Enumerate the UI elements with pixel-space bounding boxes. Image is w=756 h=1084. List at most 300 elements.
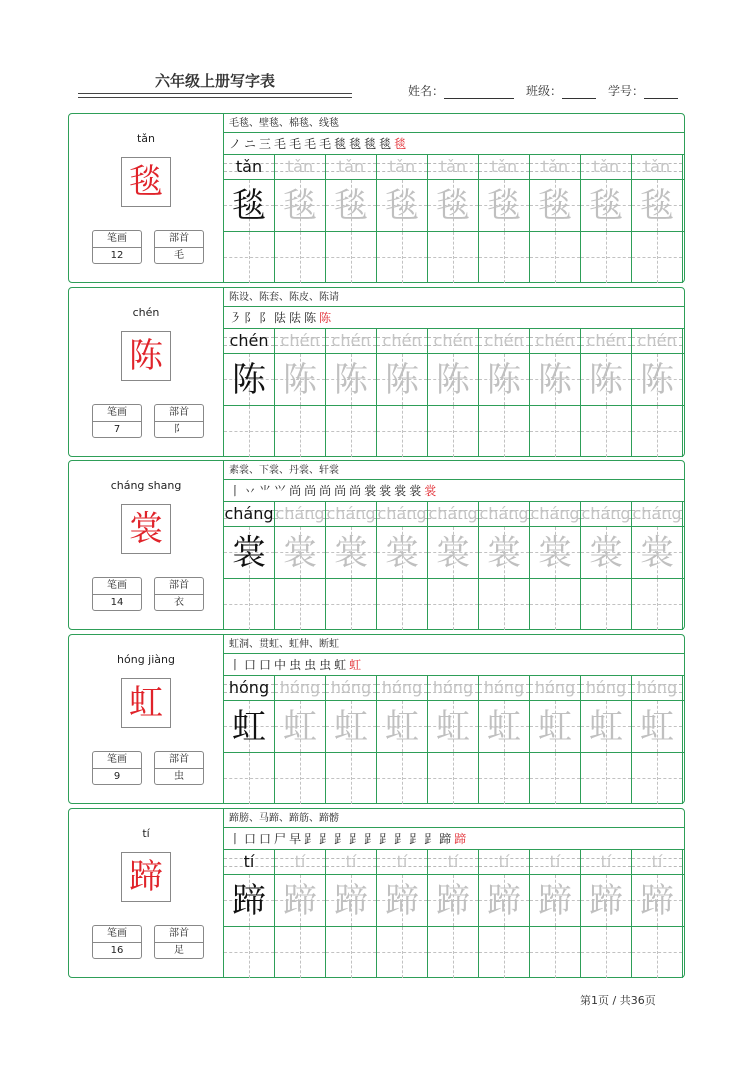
tracing-cell[interactable]	[581, 527, 632, 578]
character-trace: 陈	[283, 359, 317, 400]
character-trace: 蹄	[334, 880, 368, 921]
tracing-cell[interactable]	[632, 180, 683, 231]
tracing-cell[interactable]	[428, 180, 479, 231]
page-title: 六年级上册写字表	[154, 72, 275, 90]
stroke-step: 蹄	[439, 832, 452, 846]
stroke-step: 𧾷	[424, 832, 437, 846]
character-trace: 陈	[334, 359, 368, 400]
pinyin-cell[interactable]	[428, 329, 479, 353]
blank-writing-cell[interactable]	[479, 232, 530, 283]
name-blank[interactable]	[444, 86, 514, 99]
page-number: 第1页 / 共36页	[580, 994, 656, 1007]
tracing-cell[interactable]	[479, 701, 530, 752]
pinyin-cell[interactable]	[224, 502, 275, 526]
character-trace: 陈	[487, 359, 521, 400]
blank-writing-cell[interactable]	[632, 406, 683, 457]
blank-writing-cell[interactable]	[479, 927, 530, 978]
stroke-step: 丨	[229, 658, 242, 672]
stroke-step: 裳	[394, 484, 407, 498]
student-no-label: 学号：	[608, 84, 645, 98]
blank-writing-cell[interactable]	[224, 232, 275, 283]
pinyin-cell[interactable]	[428, 850, 479, 874]
stroke-step: 毛	[304, 137, 317, 151]
stroke-step: ノ	[229, 137, 242, 151]
blank-writing-cell[interactable]	[632, 927, 683, 978]
stroke-step: 𧾷	[319, 832, 332, 846]
class-blank[interactable]	[562, 86, 596, 99]
blank-writing-cell[interactable]	[581, 753, 632, 804]
student-no-field[interactable]	[608, 82, 678, 99]
stroke-step: 阹	[274, 311, 287, 325]
pinyin-cell[interactable]	[326, 850, 377, 874]
pinyin-cell[interactable]	[581, 676, 632, 700]
tracing-cell[interactable]	[326, 701, 377, 752]
pinyin-cell[interactable]	[581, 329, 632, 353]
stroke-step: 𧾷	[394, 832, 407, 846]
row-divider	[224, 578, 685, 579]
character-info-panel	[69, 288, 224, 456]
character-trace: 蹄	[436, 880, 470, 921]
tracing-cell[interactable]	[479, 527, 530, 578]
blank-writing-cell[interactable]	[581, 927, 632, 978]
tracing-cell[interactable]	[581, 875, 632, 926]
stroke-count-box	[92, 404, 142, 438]
pinyin-trace: cháng	[581, 504, 631, 523]
stroke-step: ⺍	[274, 484, 287, 498]
stroke-step: 裳	[364, 484, 377, 498]
pinyin-trace: tí	[243, 852, 255, 871]
pinyin-cell[interactable]	[326, 676, 377, 700]
tracing-cell[interactable]	[530, 354, 581, 405]
tracing-cell[interactable]	[326, 354, 377, 405]
example-words: 陈设、陈套、陈皮、陈请	[224, 288, 685, 307]
pinyin-cell[interactable]	[275, 850, 326, 874]
pinyin-trace: tǎn	[490, 157, 518, 176]
stroke-count-value: 12	[110, 250, 124, 261]
practice-grid	[224, 676, 685, 804]
blank-writing-cell[interactable]	[530, 232, 581, 283]
name-field[interactable]	[408, 82, 514, 99]
blank-writing-cell[interactable]	[581, 406, 632, 457]
pinyin-trace: cháng	[377, 504, 427, 523]
pinyin-trace: chén	[535, 331, 575, 350]
character-trace: 陈	[436, 359, 470, 400]
radical-value: 虫	[174, 771, 184, 782]
pinyin-cell[interactable]	[632, 502, 683, 526]
radical-box	[154, 230, 204, 264]
pinyin-trace: hóng	[279, 678, 321, 697]
tracing-cell[interactable]	[377, 701, 428, 752]
example-words: 蹄膀、马蹄、蹄筋、蹄髈	[224, 809, 685, 828]
example-words: 素裳、下裳、丹裳、轩裳	[224, 461, 685, 480]
tracing-cell[interactable]	[377, 875, 428, 926]
pinyin-trace: chén	[382, 331, 422, 350]
pinyin-cell[interactable]	[479, 676, 530, 700]
stroke-step: 毯	[349, 137, 362, 151]
blank-writing-cell[interactable]	[377, 927, 428, 978]
stroke-count-label: 笔画	[93, 752, 141, 769]
tracing-cell[interactable]	[530, 701, 581, 752]
character-trace: 虹	[589, 706, 623, 747]
blank-writing-cell[interactable]	[479, 579, 530, 630]
stroke-step: 毛	[319, 137, 332, 151]
tracing-cell[interactable]	[224, 180, 275, 231]
character-trace: 裳	[487, 532, 521, 573]
pinyin-trace: hóng	[483, 678, 525, 697]
stroke-step: 丷	[244, 484, 257, 498]
character-card	[68, 287, 685, 457]
stroke-order	[224, 828, 685, 850]
character-trace: 裳	[334, 532, 368, 573]
character-display: 虹	[121, 678, 171, 728]
pinyin-trace: tí	[498, 852, 510, 871]
tracing-cell[interactable]	[275, 701, 326, 752]
character-trace: 蹄	[232, 880, 266, 921]
character-trace: 毯	[538, 185, 572, 226]
tracing-cell[interactable]	[224, 354, 275, 405]
character-trace: 毯	[487, 185, 521, 226]
pinyin-trace: cháng	[479, 504, 529, 523]
character-trace: 裳	[589, 532, 623, 573]
tracing-cell[interactable]	[479, 354, 530, 405]
stroke-step: 虫	[289, 658, 302, 672]
student-no-blank[interactable]	[644, 86, 678, 99]
character-card	[68, 460, 685, 630]
stroke-step: 阹	[289, 311, 302, 325]
pinyin-cell[interactable]	[326, 155, 377, 179]
pinyin-trace: hóng	[585, 678, 627, 697]
tracing-cell[interactable]	[377, 354, 428, 405]
tracing-cell[interactable]	[530, 875, 581, 926]
pinyin-cell[interactable]	[479, 850, 530, 874]
practice-grid	[224, 329, 685, 457]
character-trace: 蹄	[487, 880, 521, 921]
radical-label: 部首	[155, 405, 203, 422]
pinyin-cell[interactable]	[632, 155, 683, 179]
pinyin-cell[interactable]	[632, 676, 683, 700]
character-trace: 蹄	[385, 880, 419, 921]
pinyin-trace: chén	[433, 331, 473, 350]
pinyin-cell[interactable]	[479, 155, 530, 179]
character-display: 陈	[121, 331, 171, 381]
blank-writing-cell[interactable]	[530, 927, 581, 978]
pinyin-cell[interactable]	[479, 329, 530, 353]
stroke-step: 陈	[304, 311, 317, 325]
tracing-cell[interactable]	[224, 527, 275, 578]
radical-label: 部首	[155, 578, 203, 595]
stroke-step: 丨	[229, 832, 242, 846]
character-info-panel	[69, 114, 224, 282]
stroke-step: 虹	[349, 658, 362, 672]
tracing-cell[interactable]	[632, 701, 683, 752]
radical-box	[154, 751, 204, 785]
character-display: 毯	[121, 157, 171, 207]
pinyin-cell[interactable]	[377, 329, 428, 353]
blank-writing-cell[interactable]	[275, 406, 326, 457]
tracing-cell[interactable]	[479, 875, 530, 926]
tracing-cell[interactable]	[530, 180, 581, 231]
stroke-order	[224, 480, 685, 502]
character-info-panel	[69, 809, 224, 977]
character-card	[68, 808, 685, 978]
blank-writing-cell[interactable]	[377, 753, 428, 804]
character-trace: 毯	[283, 185, 317, 226]
stroke-step: ㇋	[229, 311, 242, 325]
radical-value: 阝	[174, 424, 184, 435]
blank-writing-cell[interactable]	[428, 753, 479, 804]
character-info-panel	[69, 461, 224, 629]
pinyin-cell[interactable]	[224, 850, 275, 874]
pinyin-trace: tí	[549, 852, 561, 871]
pinyin-cell[interactable]	[275, 676, 326, 700]
blank-writing-cell[interactable]	[326, 232, 377, 283]
stroke-step: 阝	[244, 311, 257, 325]
stroke-step: 毯	[364, 137, 377, 151]
pinyin-trace: cháng	[428, 504, 478, 523]
tracing-cell[interactable]	[275, 354, 326, 405]
tracing-cell[interactable]	[326, 180, 377, 231]
pinyin-trace: chén	[484, 331, 524, 350]
tracing-cell[interactable]	[428, 527, 479, 578]
blank-writing-cell[interactable]	[224, 927, 275, 978]
blank-writing-cell[interactable]	[326, 753, 377, 804]
pinyin-trace: chén	[637, 331, 677, 350]
blank-writing-cell[interactable]	[224, 753, 275, 804]
radical-value: 衣	[174, 597, 184, 608]
blank-writing-cell[interactable]	[326, 927, 377, 978]
stroke-step: 尚	[334, 484, 347, 498]
blank-writing-cell[interactable]	[377, 406, 428, 457]
radical-box	[154, 925, 204, 959]
stroke-step: 𧾷	[334, 832, 347, 846]
pinyin-trace: tí	[294, 852, 306, 871]
tracing-cell[interactable]	[275, 527, 326, 578]
example-words: 毛毯、壁毯、棉毯、线毯	[224, 114, 685, 133]
pinyin-cell[interactable]	[377, 676, 428, 700]
blank-writing-cell[interactable]	[479, 753, 530, 804]
tracing-cell[interactable]	[224, 701, 275, 752]
tracing-cell[interactable]	[581, 354, 632, 405]
pinyin-cell[interactable]	[326, 502, 377, 526]
character-trace: 陈	[538, 359, 572, 400]
stroke-step: 𧾷	[364, 832, 377, 846]
pinyin-cell[interactable]	[530, 155, 581, 179]
example-words: 虹洞、贯虹、虹伸、断虹	[224, 635, 685, 654]
tracing-cell[interactable]	[632, 354, 683, 405]
tracing-cell[interactable]	[581, 180, 632, 231]
stroke-step: 毯	[334, 137, 347, 151]
stroke-count-value: 14	[110, 597, 124, 608]
blank-writing-cell[interactable]	[530, 753, 581, 804]
blank-writing-cell[interactable]	[275, 579, 326, 630]
radical-label: 部首	[155, 231, 203, 248]
blank-writing-cell[interactable]	[224, 406, 275, 457]
radical-label: 部首	[155, 926, 203, 943]
radical-box	[154, 577, 204, 611]
pinyin-cell[interactable]	[224, 676, 275, 700]
tracing-cell[interactable]	[581, 701, 632, 752]
pinyin-cell[interactable]	[275, 155, 326, 179]
blank-writing-cell[interactable]	[632, 753, 683, 804]
tracing-cell[interactable]	[632, 875, 683, 926]
pinyin-trace: hóng	[381, 678, 423, 697]
stroke-step: 尚	[289, 484, 302, 498]
stroke-order	[224, 307, 685, 329]
pinyin-trace: chén	[229, 331, 269, 350]
blank-writing-cell[interactable]	[632, 579, 683, 630]
tracing-cell[interactable]	[275, 180, 326, 231]
pinyin-trace: tǎn	[388, 157, 416, 176]
class-field[interactable]	[526, 82, 596, 99]
stroke-step: ニ	[244, 137, 257, 151]
stroke-count-label: 笔画	[93, 926, 141, 943]
blank-writing-cell[interactable]	[275, 232, 326, 283]
character-display: 裳	[121, 504, 171, 554]
stroke-step: 毛	[289, 137, 302, 151]
blank-writing-cell[interactable]	[530, 406, 581, 457]
tracing-cell[interactable]	[326, 875, 377, 926]
character-trace: 毯	[232, 185, 266, 226]
radical-label: 部首	[155, 752, 203, 769]
pinyin-cell[interactable]	[530, 329, 581, 353]
character-trace: 毯	[589, 185, 623, 226]
pinyin-trace: tǎn	[286, 157, 314, 176]
pinyin-cell[interactable]	[428, 502, 479, 526]
stroke-step: 毛	[274, 137, 287, 151]
name-label: 姓名：	[408, 84, 445, 98]
tracing-cell[interactable]	[632, 527, 683, 578]
blank-writing-cell[interactable]	[479, 406, 530, 457]
pinyin-cell[interactable]	[326, 329, 377, 353]
practice-grid	[224, 850, 685, 978]
pinyin-cell[interactable]	[377, 155, 428, 179]
character-trace: 毯	[640, 185, 674, 226]
stroke-count-label: 笔画	[93, 405, 141, 422]
character-trace: 虹	[283, 706, 317, 747]
tracing-cell[interactable]	[377, 527, 428, 578]
blank-writing-cell[interactable]	[224, 579, 275, 630]
stroke-step: 𧾷	[409, 832, 422, 846]
stroke-count-value: 16	[110, 945, 124, 956]
character-trace: 蹄	[283, 880, 317, 921]
pinyin-cell[interactable]	[581, 155, 632, 179]
pinyin-trace: tí	[396, 852, 408, 871]
pinyin-cell[interactable]	[224, 155, 275, 179]
pinyin-cell[interactable]	[377, 502, 428, 526]
character-card	[68, 634, 685, 804]
character-trace: 虹	[640, 706, 674, 747]
tracing-cell[interactable]	[428, 701, 479, 752]
character-trace: 裳	[538, 532, 572, 573]
tracing-cell[interactable]	[479, 180, 530, 231]
pinyin-cell[interactable]	[377, 850, 428, 874]
practice-grid	[224, 155, 685, 283]
character-trace: 虹	[538, 706, 572, 747]
pinyin-cell[interactable]	[275, 329, 326, 353]
blank-writing-cell[interactable]	[377, 579, 428, 630]
blank-writing-cell[interactable]	[275, 753, 326, 804]
character-trace: 毯	[385, 185, 419, 226]
blank-writing-cell[interactable]	[326, 579, 377, 630]
stroke-step: 丨	[229, 484, 242, 498]
blank-writing-cell[interactable]	[581, 232, 632, 283]
character-pinyin: tí	[142, 827, 150, 840]
character-trace: 虹	[385, 706, 419, 747]
pinyin-trace: tǎn	[541, 157, 569, 176]
blank-writing-cell[interactable]	[428, 579, 479, 630]
tracing-cell[interactable]	[377, 180, 428, 231]
stroke-step: 陈	[319, 311, 332, 325]
pinyin-cell[interactable]	[428, 676, 479, 700]
stroke-step: 口	[244, 658, 257, 672]
pinyin-cell[interactable]	[479, 502, 530, 526]
row-divider	[224, 231, 685, 232]
character-trace: 蹄	[589, 880, 623, 921]
pinyin-trace: tǎn	[439, 157, 467, 176]
tracing-cell[interactable]	[326, 527, 377, 578]
tracing-cell[interactable]	[224, 875, 275, 926]
blank-writing-cell[interactable]	[275, 927, 326, 978]
stroke-step: 口	[259, 832, 272, 846]
stroke-step: 尚	[304, 484, 317, 498]
pinyin-trace: hóng	[228, 678, 270, 697]
blank-writing-cell[interactable]	[428, 232, 479, 283]
pinyin-cell[interactable]	[581, 850, 632, 874]
title-underline	[78, 97, 352, 98]
blank-writing-cell[interactable]	[530, 579, 581, 630]
tracing-cell[interactable]	[275, 875, 326, 926]
pinyin-cell[interactable]	[428, 155, 479, 179]
stroke-count-box	[92, 230, 142, 264]
character-card	[68, 113, 685, 283]
character-trace: 裳	[283, 532, 317, 573]
pinyin-cell[interactable]	[224, 329, 275, 353]
stroke-count-value: 9	[113, 771, 121, 782]
practice-grid	[224, 502, 685, 630]
pinyin-cell[interactable]	[530, 850, 581, 874]
blank-writing-cell[interactable]	[326, 406, 377, 457]
pinyin-cell[interactable]	[530, 502, 581, 526]
blank-writing-cell[interactable]	[632, 232, 683, 283]
pinyin-cell[interactable]	[581, 502, 632, 526]
character-trace: 裳	[640, 532, 674, 573]
pinyin-cell[interactable]	[530, 676, 581, 700]
pinyin-cell[interactable]	[275, 502, 326, 526]
tracing-cell[interactable]	[530, 527, 581, 578]
blank-writing-cell[interactable]	[428, 406, 479, 457]
stroke-step: 𧾷	[304, 832, 317, 846]
pinyin-trace: cháng	[632, 504, 682, 523]
pinyin-trace: tǎn	[235, 157, 263, 176]
pinyin-cell[interactable]	[632, 329, 683, 353]
pinyin-trace: chén	[586, 331, 626, 350]
stroke-step: 尚	[319, 484, 332, 498]
blank-writing-cell[interactable]	[428, 927, 479, 978]
tracing-cell[interactable]	[428, 354, 479, 405]
character-trace: 蹄	[538, 880, 572, 921]
title-underline	[78, 93, 352, 94]
stroke-count-label: 笔画	[93, 231, 141, 248]
pinyin-cell[interactable]	[632, 850, 683, 874]
stroke-step: 裳	[379, 484, 392, 498]
character-trace: 裳	[385, 532, 419, 573]
blank-writing-cell[interactable]	[581, 579, 632, 630]
pinyin-trace: hóng	[330, 678, 372, 697]
pinyin-trace: chén	[280, 331, 320, 350]
pinyin-trace: cháng	[275, 504, 325, 523]
tracing-cell[interactable]	[428, 875, 479, 926]
blank-writing-cell[interactable]	[377, 232, 428, 283]
